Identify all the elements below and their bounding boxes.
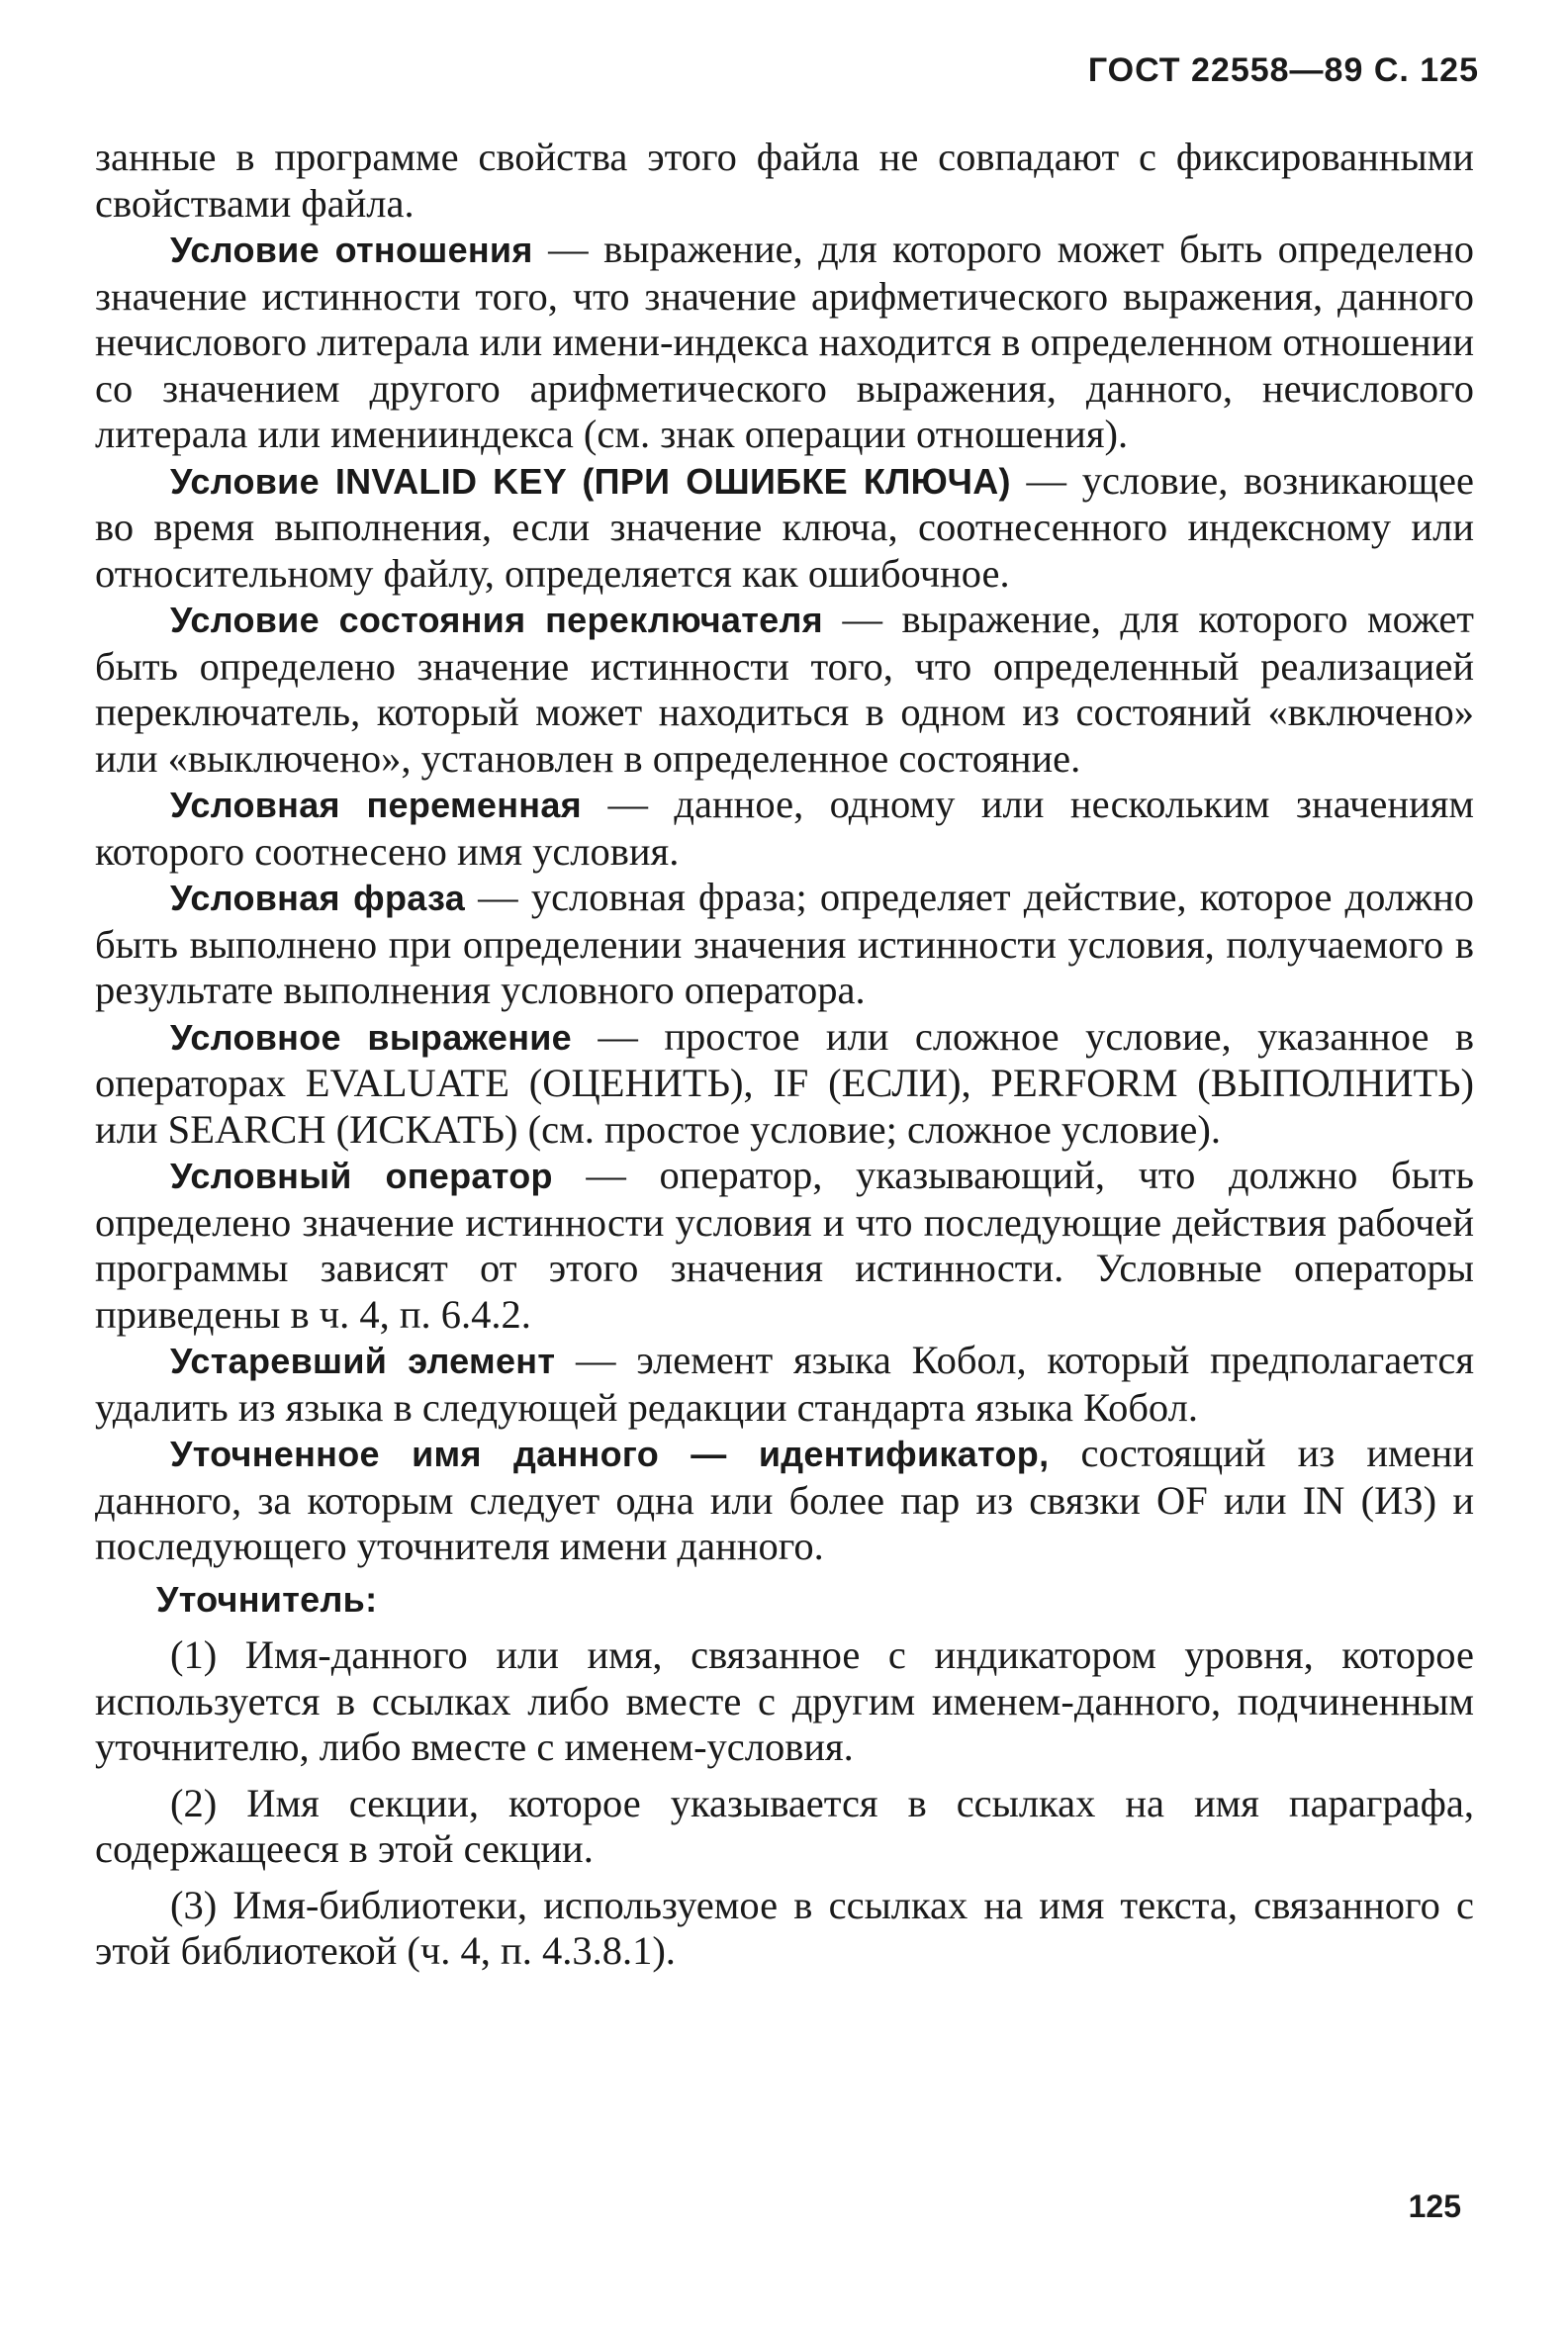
- numbered-item: (3) Имя-библиотеки, используемое в ссылках на имя текста, связанного с этой библиотекой (ч. 4, п. 4.3.8.1).: [95, 1882, 1474, 1973]
- glossary-term: Условный оператор: [170, 1156, 553, 1196]
- page-number: 125: [1408, 2188, 1461, 2224]
- definition-text: — условие, возникающее во время выполнения, если значение ключа, соотнесенного индексному или относительному файлу, определяется как ошибочное.: [95, 457, 1474, 596]
- glossary-entry: [95, 1153, 1474, 1338]
- numbered-item: (2) Имя секции, которое указывается в ссылках на имя параграфа, содержащееся в этой секции.: [95, 1780, 1474, 1871]
- glossary-entry: [95, 227, 1474, 458]
- glossary-term: Условная фраза: [170, 878, 466, 918]
- definition-text: — простое или сложное условие, указанное в операторах EVALUATE (ОЦЕНИТЬ), IF (ЕСЛИ), PERFORM (ВЫПОЛНИТЬ) или SEARCH (ИСКАТЬ) (см. простое условие; сложное условие).: [95, 1013, 1474, 1152]
- glossary-entry: [95, 458, 1474, 598]
- glossary-term: Условие отношения: [170, 230, 533, 270]
- definition-text: — условная фраза; определяет действие, которое должно быть выполнено при определении значения истинности условия, получаемого в результате выполнения условного оператора.: [95, 875, 1474, 1012]
- glossary-term: Условие INVALID KEY (ПРИ ОШИБКЕ КЛЮЧА): [170, 460, 1011, 502]
- running-head: ГОСТ 22558—89 С. 125: [1087, 51, 1479, 89]
- glossary-term: Устаревший элемент: [170, 1341, 556, 1381]
- glossary-entry: [95, 1431, 1474, 1570]
- glossary-entry: [95, 875, 1474, 1014]
- definition-text: занные в программе свойства этого файла не совпадают с фиксированными свойствами файла.: [95, 135, 1474, 226]
- glossary-term: Условие состояния переключателя: [170, 600, 823, 640]
- glossary-term: Уточнитель:: [156, 1578, 378, 1620]
- glossary-term: Уточненное имя данного — идентификатор,: [170, 1434, 1050, 1474]
- definition-text: — выражение, для которого может быть определено значение истинности того, что значение арифметического выражения, данного нечислового литерала или имени-индекса находится в определенном отношении со значением другого арифметического выражения, данного, нечислового литерала или именииндекса (см. знак операции отношения).: [95, 227, 1474, 456]
- definition-text: состоящий из имени данного, за которым следует одна или более пар из связки OF или IN (ИЗ) и последующего уточнителя имени данного.: [95, 1431, 1474, 1568]
- glossary-entry: [95, 1338, 1474, 1431]
- definition-text: — оператор, указывающий, что должно быть определено значение истинности условия и что последующие действия рабочей программы зависят от этого значения истинности. Условные операторы приведены в ч. 4, п. 6.4.2.: [95, 1153, 1474, 1337]
- glossary-entry: [95, 597, 1474, 782]
- glossary-subheading: [95, 1576, 1474, 1624]
- definition-text: — данное, одному или нескольким значениям которого соотнесено имя условия.: [95, 782, 1474, 874]
- numbered-item: (1) Имя-данного или имя, связанное с индикатором уровня, которое используется в ссылках либо вместе с другим именем-данного, подчиненным уточнителю, либо вместе с именем-условия.: [95, 1632, 1474, 1769]
- glossary-entry: [95, 782, 1474, 875]
- body-text: [95, 135, 1474, 1975]
- glossary-term: Условная переменная: [170, 785, 582, 825]
- definition-text: — выражение, для которого может быть определено значение истинности того, что определенный реализацией переключатель, который может находиться в одном из состояний «включено» или «выключено», установлен в определенное состояние.: [95, 597, 1474, 781]
- paragraph-continuation: [95, 135, 1474, 227]
- definition-text: — элемент языка Кобол, который предполагается удалить из языка в следующей редакции стандарта языка Кобол.: [95, 1338, 1474, 1430]
- glossary-term: Условное выражение: [170, 1016, 572, 1058]
- glossary-entry: [95, 1014, 1474, 1154]
